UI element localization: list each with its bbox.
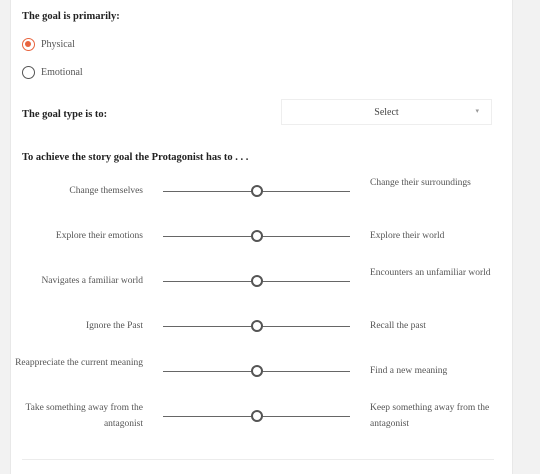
slider-right-label: Recall the past [370, 321, 426, 331]
goal-type-select-value: Select [374, 106, 399, 118]
slider-left-label: Navigates a familiar world [41, 276, 143, 286]
slider-right-label: Change their surroundings [370, 178, 471, 188]
radio-option-physical[interactable] [22, 36, 75, 52]
radio-physical-label: Physical [41, 38, 75, 50]
goal-type-heading: The goal type is to: [22, 109, 108, 120]
slider-right-label: Encounters an unfamiliar world [370, 268, 491, 278]
slider-thumb[interactable] [251, 230, 263, 242]
radio-emotional-unchecked-icon[interactable] [22, 66, 35, 79]
goal-type-select[interactable] [281, 99, 492, 125]
divider [22, 459, 494, 460]
slider-thumb[interactable] [251, 185, 263, 197]
radio-option-emotional[interactable] [22, 64, 83, 80]
slider-left-label: Explore their emotions [55, 231, 143, 241]
protagonist-heading: To achieve the story goal the Protagonist has to . . . [22, 152, 249, 163]
slider-left-label: Take something away from the antagonist [25, 403, 143, 429]
slider-thumb[interactable] [251, 320, 263, 332]
slider-right-label: Find a new meaning [370, 366, 448, 376]
slider-thumb[interactable] [251, 275, 263, 287]
goal-primary-heading: The goal is primarily: [22, 11, 120, 22]
slider-right-label: Keep something away from the antagonist [370, 403, 490, 429]
slider-left-label: Reappreciate the current meaning [15, 358, 143, 368]
chevron-down-icon: ▾ [475, 107, 479, 115]
slider-right-label: Explore their world [370, 231, 445, 241]
slider-left-label: Ignore the Past [86, 321, 143, 331]
slider-left-label: Change themselves [69, 186, 143, 196]
radio-emotional-label: Emotional [41, 66, 83, 78]
slider-thumb[interactable] [251, 410, 263, 422]
radio-physical-checked-icon[interactable] [22, 38, 35, 51]
slider-thumb[interactable] [251, 365, 263, 377]
